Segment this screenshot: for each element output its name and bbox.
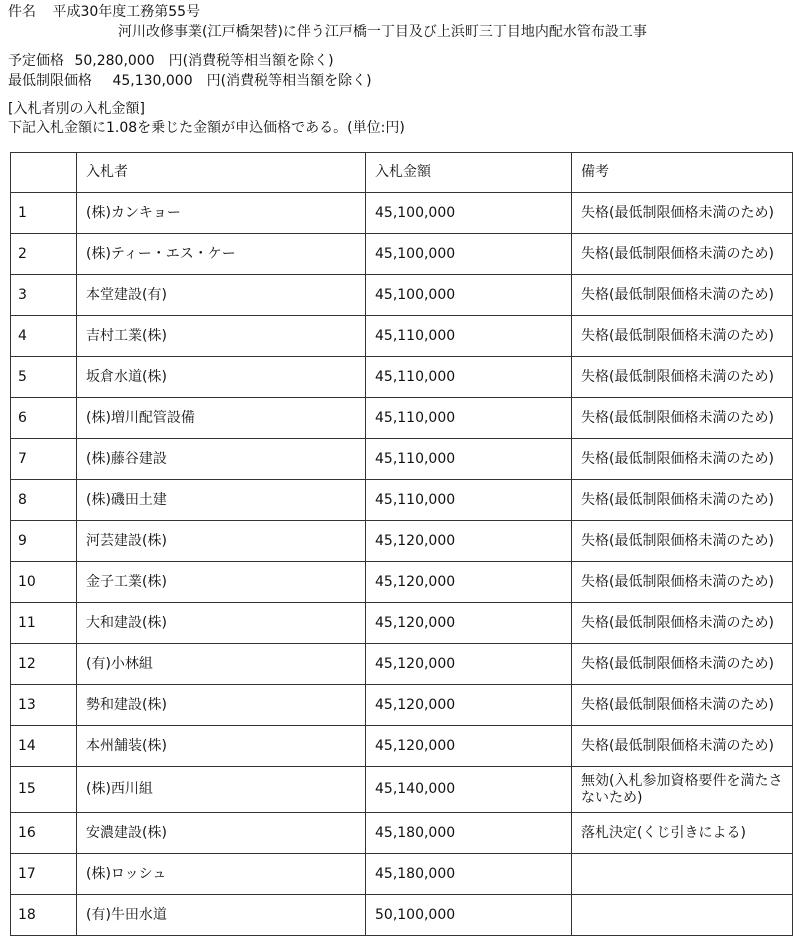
row-number: 11: [11, 603, 77, 644]
bidder-name: 金子工業(株): [77, 562, 366, 603]
bid-amount: 45,120,000: [366, 685, 572, 726]
column-header-bidder: 入札者: [77, 153, 366, 193]
bid-amount: 45,100,000: [366, 193, 572, 234]
remark: 失格(最低制限価格未満のため): [572, 275, 793, 316]
table-row: [11, 357, 793, 398]
bid-amount: 45,110,000: [366, 316, 572, 357]
remark: 失格(最低制限価格未満のため): [572, 316, 793, 357]
row-number: 2: [11, 234, 77, 275]
row-number: 6: [11, 398, 77, 439]
column-header-amount: 入札金額: [366, 153, 572, 193]
remark: 失格(最低制限価格未満のため): [572, 603, 793, 644]
row-number: 12: [11, 644, 77, 685]
bidder-name: (株)カンキョー: [77, 193, 366, 234]
row-number: 10: [11, 562, 77, 603]
subject-number: 平成30年度工務第55号: [52, 4, 201, 20]
bidder-name: 河芸建設(株): [77, 521, 366, 562]
planned-price-line: [8, 53, 334, 69]
remark: 失格(最低制限価格未満のため): [572, 193, 793, 234]
bidder-name: 本堂建設(有): [77, 275, 366, 316]
bidder-name: (有)牛田水道: [77, 895, 366, 936]
bid-amount: 45,110,000: [366, 398, 572, 439]
remark: 失格(最低制限価格未満のため): [572, 644, 793, 685]
table-row: [11, 316, 793, 357]
bid-amount: 45,100,000: [366, 234, 572, 275]
table-row: [11, 685, 793, 726]
row-number: 3: [11, 275, 77, 316]
table-row: [11, 193, 793, 234]
subject-line: [8, 4, 200, 20]
min-price-line: [8, 73, 372, 89]
bid-amount: 45,140,000: [366, 767, 572, 813]
table-header-row: [11, 153, 793, 193]
table-row: [11, 398, 793, 439]
table-body: [11, 193, 793, 936]
remark: 失格(最低制限価格未満のため): [572, 685, 793, 726]
bid-amount: 45,180,000: [366, 854, 572, 895]
bidder-name: 吉村工業(株): [77, 316, 366, 357]
table-row: [11, 895, 793, 936]
remark: 失格(最低制限価格未満のため): [572, 562, 793, 603]
row-number: 14: [11, 726, 77, 767]
remark: 失格(最低制限価格未満のため): [572, 439, 793, 480]
column-header-remark: 備考: [572, 153, 793, 193]
row-number: 15: [11, 767, 77, 813]
table-row: [11, 521, 793, 562]
row-number: 4: [11, 316, 77, 357]
remark: 失格(最低制限価格未満のため): [572, 521, 793, 562]
table-row: [11, 603, 793, 644]
table-row: [11, 854, 793, 895]
bid-amount: 45,100,000: [366, 275, 572, 316]
unit-note: 下記入札金額に1.08を乗じた金額が申込価格である。(単位:円): [8, 120, 405, 136]
bidder-name: (株)磯田土建: [77, 480, 366, 521]
row-number: 8: [11, 480, 77, 521]
row-number: 18: [11, 895, 77, 936]
table-row: [11, 275, 793, 316]
bid-results-table: [10, 152, 793, 936]
bidder-name: 本州舗装(株): [77, 726, 366, 767]
bid-amount: 50,100,000: [366, 895, 572, 936]
remark: [572, 854, 793, 895]
bid-amount: 45,120,000: [366, 562, 572, 603]
min-price-value: 45,130,000 円(消費税等相当額を除く): [112, 73, 372, 89]
remark: 無効(入札参加資格要件を満たさないため): [572, 767, 793, 813]
bidder-name: (株)ティー・エス・ケー: [77, 234, 366, 275]
bidder-name: 大和建設(株): [77, 603, 366, 644]
row-number: 9: [11, 521, 77, 562]
table-row: [11, 767, 793, 813]
table-row: [11, 813, 793, 854]
table-row: [11, 439, 793, 480]
bid-amount: 45,180,000: [366, 813, 572, 854]
remark: [572, 895, 793, 936]
subject-title: 河川改修事業(江戸橋架替)に伴う江戸橋一丁目及び上浜町三丁目地内配水管布設工事: [118, 24, 647, 40]
row-number: 16: [11, 813, 77, 854]
table-row: [11, 234, 793, 275]
remark: 失格(最低制限価格未満のため): [572, 480, 793, 521]
remark: 失格(最低制限価格未満のため): [572, 357, 793, 398]
planned-price-label: 予定価格: [8, 53, 64, 69]
row-number: 1: [11, 193, 77, 234]
remark: 失格(最低制限価格未満のため): [572, 234, 793, 275]
bidder-name: (株)増川配管設備: [77, 398, 366, 439]
bid-amount: 45,120,000: [366, 603, 572, 644]
bidder-name: (株)藤谷建設: [77, 439, 366, 480]
table-row: [11, 480, 793, 521]
row-number: 13: [11, 685, 77, 726]
planned-price-value: 50,280,000 円(消費税等相当額を除く): [74, 53, 334, 69]
row-number: 5: [11, 357, 77, 398]
column-header-number: [11, 153, 77, 193]
subject-label: 件名: [8, 4, 36, 20]
min-price-label: 最低制限価格: [8, 73, 92, 89]
remark: 落札決定(くじ引きによる): [572, 813, 793, 854]
section-heading: [入札者別の入札金額]: [8, 101, 145, 117]
bidder-name: (有)小林組: [77, 644, 366, 685]
table-row: [11, 726, 793, 767]
bid-amount: 45,110,000: [366, 357, 572, 398]
bidder-name: 坂倉水道(株): [77, 357, 366, 398]
bid-amount: 45,120,000: [366, 644, 572, 685]
table-row: [11, 562, 793, 603]
bidder-name: (株)ロッシュ: [77, 854, 366, 895]
bid-amount: 45,120,000: [366, 726, 572, 767]
table-row: [11, 644, 793, 685]
bid-amount: 45,120,000: [366, 521, 572, 562]
remark: 失格(最低制限価格未満のため): [572, 726, 793, 767]
row-number: 17: [11, 854, 77, 895]
row-number: 7: [11, 439, 77, 480]
remark: 失格(最低制限価格未満のため): [572, 398, 793, 439]
bidder-name: (株)西川組: [77, 767, 366, 813]
bidder-name: 安濃建設(株): [77, 813, 366, 854]
bid-amount: 45,110,000: [366, 439, 572, 480]
bidder-name: 勢和建設(株): [77, 685, 366, 726]
bid-amount: 45,110,000: [366, 480, 572, 521]
